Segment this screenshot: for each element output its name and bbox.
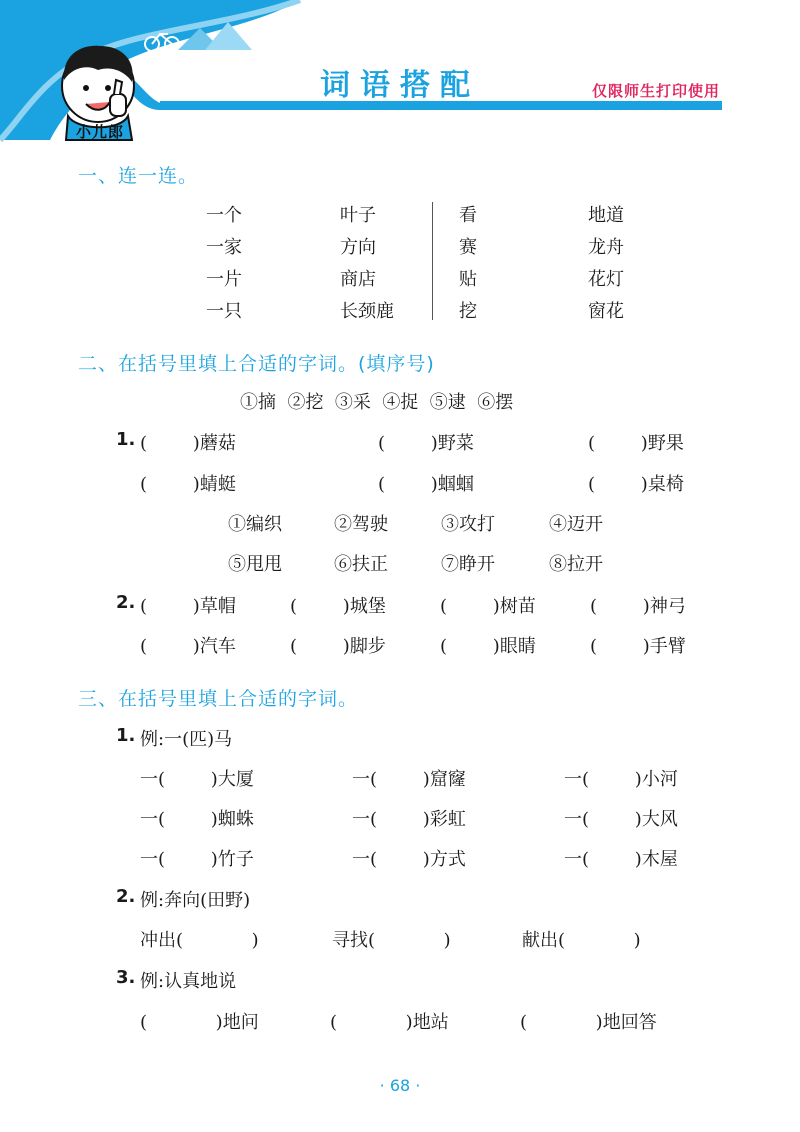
s2-q2-r1-d: ( )神弓 xyxy=(590,596,686,617)
s1-r3-c1: 一片 xyxy=(206,269,242,290)
s1-r1-c2: 叶子 xyxy=(340,205,376,226)
s3-q1-r2-b: 一( )彩虹 xyxy=(352,809,466,830)
s1-r4-c4: 窗花 xyxy=(588,301,624,322)
s2-q1-r1-a: ( )蘑菇 xyxy=(140,433,236,454)
s3-q1-r2-a: 一( )蜘蛛 xyxy=(140,809,254,830)
s1-r3-c2: 商店 xyxy=(340,269,376,290)
s3-q3-a: ( )地问 xyxy=(140,1012,259,1033)
s3-q2-b: 寻找( ) xyxy=(332,930,451,951)
s3-q2-example: 例:奔向(田野) xyxy=(140,890,251,911)
s3-q1-r3-b: 一( )方式 xyxy=(352,849,466,870)
s1-r3-c3: 贴 xyxy=(459,269,477,290)
mascot-label: 小儿郎 xyxy=(76,123,125,141)
s1-r1-c1: 一个 xyxy=(206,205,242,226)
s2-opt2-6: ⑥扶正 xyxy=(334,554,388,575)
section3-title: 三、在括号里填上合适的字词。 xyxy=(78,688,359,710)
s3-q2-number: 2. xyxy=(116,886,136,907)
column-divider xyxy=(432,202,433,320)
s3-q1-r1-c: 一( )小河 xyxy=(564,769,678,790)
print-notice: 仅限师生打印使用 xyxy=(591,82,720,100)
s3-q1-number: 1. xyxy=(116,725,136,746)
s3-q1-r2-c: 一( )大风 xyxy=(564,809,678,830)
s3-q1-r3-c: 一( )木屋 xyxy=(564,849,678,870)
s2-q2-r1-b: ( )城堡 xyxy=(290,596,386,617)
s1-r2-c2: 方向 xyxy=(340,237,376,258)
s2-opt2-7: ⑦睁开 xyxy=(441,554,495,575)
s3-q2-c: 献出( ) xyxy=(522,930,641,951)
s2-q1-number: 1. xyxy=(116,429,136,450)
s1-r1-c4: 地道 xyxy=(588,205,624,226)
s2-q2-r2-d: ( )手臂 xyxy=(590,636,686,657)
s1-r4-c1: 一只 xyxy=(206,301,242,322)
page-header xyxy=(0,0,800,160)
s2-q2-r1-a: ( )草帽 xyxy=(140,596,236,617)
s2-q1-r1-c: ( )野果 xyxy=(588,433,684,454)
s1-r4-c2: 长颈鹿 xyxy=(340,301,394,322)
s2-q2-r2-b: ( )脚步 xyxy=(290,636,386,657)
section2-title: 二、在括号里填上合适的字词。(填序号) xyxy=(78,353,435,375)
s2-q2-r2-c: ( )眼睛 xyxy=(440,636,536,657)
s2-q1-r2-b: ( )蝈蝈 xyxy=(378,474,474,495)
s2-q1-r1-b: ( )野菜 xyxy=(378,433,474,454)
s2-q2-number: 2. xyxy=(116,592,136,613)
s3-q1-example: 例:一(匹)马 xyxy=(140,729,233,750)
s1-r2-c3: 赛 xyxy=(459,237,477,258)
s2-opt2-4: ④迈开 xyxy=(549,514,603,535)
s3-q1-r1-a: 一( )大厦 xyxy=(140,769,254,790)
s2-opt2-3: ③攻打 xyxy=(441,514,495,535)
s3-q1-r1-b: 一( )窟窿 xyxy=(352,769,466,790)
s2-q1-r2-c: ( )桌椅 xyxy=(588,474,684,495)
s1-r3-c4: 花灯 xyxy=(588,269,624,290)
s3-q3-c: ( )地回答 xyxy=(520,1012,657,1033)
s3-q3-b: ( )地站 xyxy=(330,1012,449,1033)
s1-r2-c1: 一家 xyxy=(206,237,242,258)
s1-r1-c3: 看 xyxy=(459,205,477,226)
page-title: 词语搭配 xyxy=(320,68,480,103)
s2-opt2-1: ①编织 xyxy=(228,514,282,535)
s2-options-1: ①摘 ②挖 ③采 ④捉 ⑤逮 ⑥摆 xyxy=(240,392,514,413)
s1-r2-c4: 龙舟 xyxy=(588,237,624,258)
s3-q2-a: 冲出( ) xyxy=(140,930,259,951)
s1-r4-c3: 挖 xyxy=(459,301,477,322)
page-number: · 68 · xyxy=(379,1076,421,1095)
s2-opt2-5: ⑤甩甩 xyxy=(228,554,282,575)
s2-q2-r2-a: ( )汽车 xyxy=(140,636,236,657)
s2-q1-r2-a: ( )蜻蜓 xyxy=(140,474,236,495)
s3-q1-r3-a: 一( )竹子 xyxy=(140,849,254,870)
s2-q2-r1-c: ( )树苗 xyxy=(440,596,536,617)
s2-opt2-8: ⑧拉开 xyxy=(549,554,603,575)
s2-opt2-2: ②驾驶 xyxy=(334,514,388,535)
section1-title: 一、连一连。 xyxy=(78,165,199,187)
s3-q3-number: 3. xyxy=(116,967,136,988)
s3-q3-example: 例:认真地说 xyxy=(140,971,237,992)
